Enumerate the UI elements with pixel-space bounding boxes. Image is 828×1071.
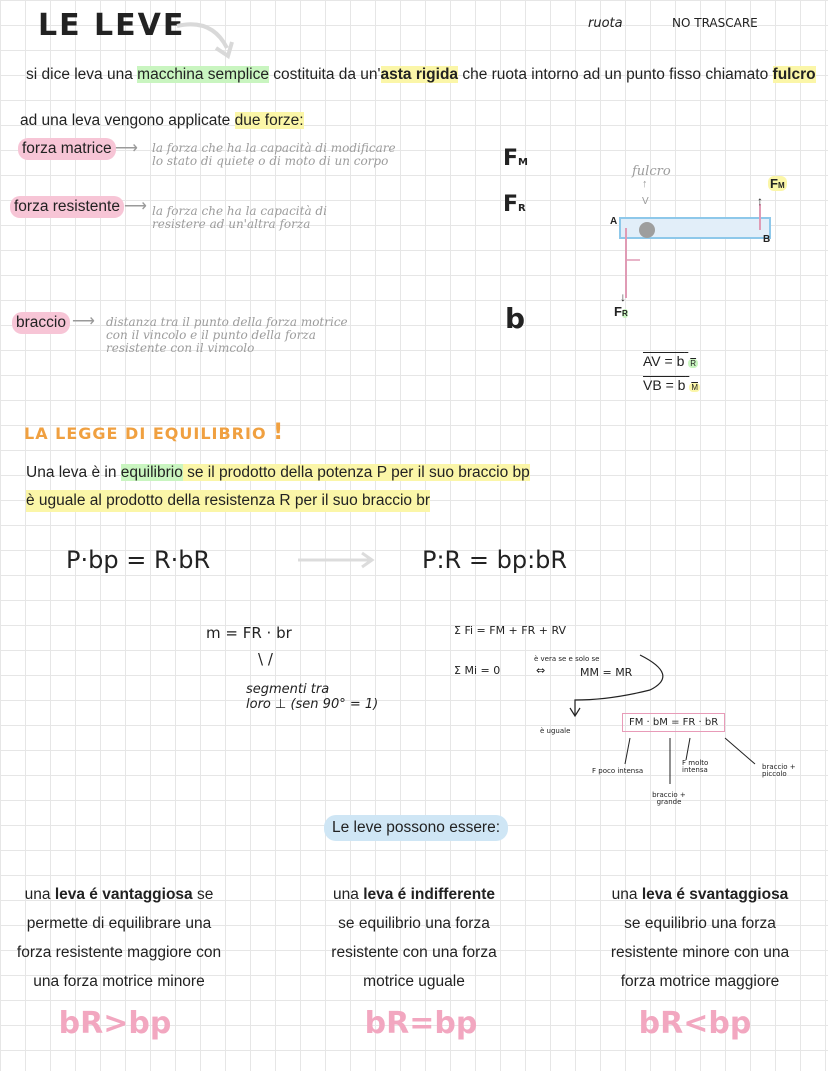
forces-intro-highlight: due forze:: [234, 112, 304, 129]
forza-motrice-label: forza matrice: [18, 138, 116, 160]
formula-left: P·bp = R·bR: [66, 546, 211, 574]
diagram-fr-label: FR: [614, 304, 628, 319]
symbol-fr: FR: [503, 192, 526, 217]
note-sum-m: Σ Mi = 0: [454, 664, 501, 677]
forces-intro-text: ad una leva vengono applicate: [20, 112, 235, 129]
iff-arrow-icon: ⇔: [536, 664, 546, 677]
comp-svantaggiosa: bR<bp: [638, 1006, 752, 1041]
note-bpiccolo: braccio + piccolo: [762, 763, 796, 778]
note-vera: è vera se e solo se: [534, 655, 600, 663]
def-text-1: si dice leva una: [26, 66, 138, 83]
forza-resistente-label: forza resistente: [10, 196, 124, 218]
long-arrow-icon: [298, 550, 378, 570]
note-segmenti: segmenti tra loro ⊥ (sen 90° = 1): [246, 682, 379, 712]
def-text-3: che ruota intorno ad un punto fisso chiamato: [458, 66, 773, 83]
note-uguale: è uguale: [540, 727, 571, 735]
symbol-b: b: [505, 302, 526, 335]
note-mm-mr: MM = MR: [580, 666, 633, 679]
types-intro: Le leve possono essere:: [324, 815, 508, 841]
comp-indifferente: bR=bp: [364, 1006, 478, 1041]
arrow-right-icon: ⟶: [115, 140, 138, 157]
curved-arrow-icon: [172, 18, 242, 63]
forza-motrice-desc-1: la forza che ha la capacità di modificare: [152, 141, 396, 155]
law-line-1: Una leva è in equilibrio se il prodotto della potenza P per il suo braccio bp: [26, 464, 530, 481]
def-highlight-fulcro: fulcro: [772, 66, 816, 83]
page-title: LE LEVE: [38, 8, 186, 43]
braccio-desc-1: distanza tra il punto della forza motrice: [106, 315, 348, 329]
note-sum-f: Σ Fi = FM + FR + RV: [454, 624, 567, 637]
forces-intro: [20, 110, 304, 132]
braccio-desc-3: resistente con il vimcolo: [106, 341, 255, 355]
def-highlight-asta: asta rigida: [380, 66, 459, 83]
arrow-right-icon: ⟶: [124, 198, 147, 215]
law-line-2: è uguale al prodotto della resistenza R per il suo braccio br: [26, 490, 430, 512]
forza-resistente-desc-1: la forza che ha la capacità di: [152, 204, 327, 218]
curve-arrow-notes: [560, 650, 680, 720]
symbol-fm: FM: [503, 146, 528, 171]
forza-motrice-desc: [152, 142, 396, 168]
fulcrum-circle: [639, 222, 655, 238]
arrow-right-icon: ⟶: [72, 313, 95, 330]
definition-line: [26, 64, 816, 86]
def-highlight-macchina: macchina semplice: [137, 66, 269, 83]
note-bgrande: braccio + grande: [652, 791, 686, 806]
type-svantaggiosa: una leva é svantaggiosa se equilibrio una forza resistente minore con una forza motrice maggiore: [610, 886, 790, 990]
type-indifferente: una leva é indifferente se equilibrio una forza resistente con una forza motrice uguale: [331, 886, 497, 990]
fr-arrow-icon: ↓: [620, 290, 626, 304]
note-molto: F molto intensa: [682, 759, 709, 774]
forza-resistente-desc-2: resistere ad un'altra forza: [152, 217, 311, 231]
diagram-fm-label: FM: [770, 176, 785, 191]
eq-vb: VB = b M: [643, 377, 698, 393]
formula-right: P:R = bp:bR: [422, 546, 568, 574]
note-slashes: \ /: [258, 650, 273, 668]
note-box-equation: FM · bM = FR · bR: [622, 713, 725, 732]
forza-resistente-desc: [152, 205, 327, 231]
eq-av: AV = b R: [643, 353, 697, 369]
braccio-desc: [106, 316, 348, 355]
forza-motrice-desc-2: lo stato di quiete o di moto di un corpo: [152, 154, 389, 168]
braccio-desc-2: con il vincolo e il punto della forza: [106, 328, 316, 342]
comp-vantaggiosa: bR>bp: [58, 1006, 172, 1041]
point-b: B: [763, 234, 771, 245]
up-arrow-icon: ↑: [642, 178, 648, 190]
lever-diagram: [600, 170, 800, 330]
fulcro-v-hint: V: [642, 196, 649, 207]
note-m-eq: m = FR · br: [206, 624, 292, 642]
fm-arrow-icon: ↑: [757, 194, 763, 208]
braccio-label: braccio: [12, 312, 70, 334]
header-note-ruota: ruota: [588, 16, 623, 31]
header-note-trascare: NO TRASCARE: [672, 16, 758, 30]
note-poco: F poco intensa: [592, 767, 644, 775]
law-title: LA LEGGE DI EQUILIBRIO !: [24, 420, 285, 445]
def-text-2: costituita da un': [268, 66, 381, 83]
type-vantaggiosa: una leva é vantaggiosa se permette di equilibrare una forza resistente maggiore con una forza motrice minore: [16, 886, 222, 990]
point-a: A: [610, 216, 618, 227]
fulcro-label: fulcro: [632, 164, 671, 179]
